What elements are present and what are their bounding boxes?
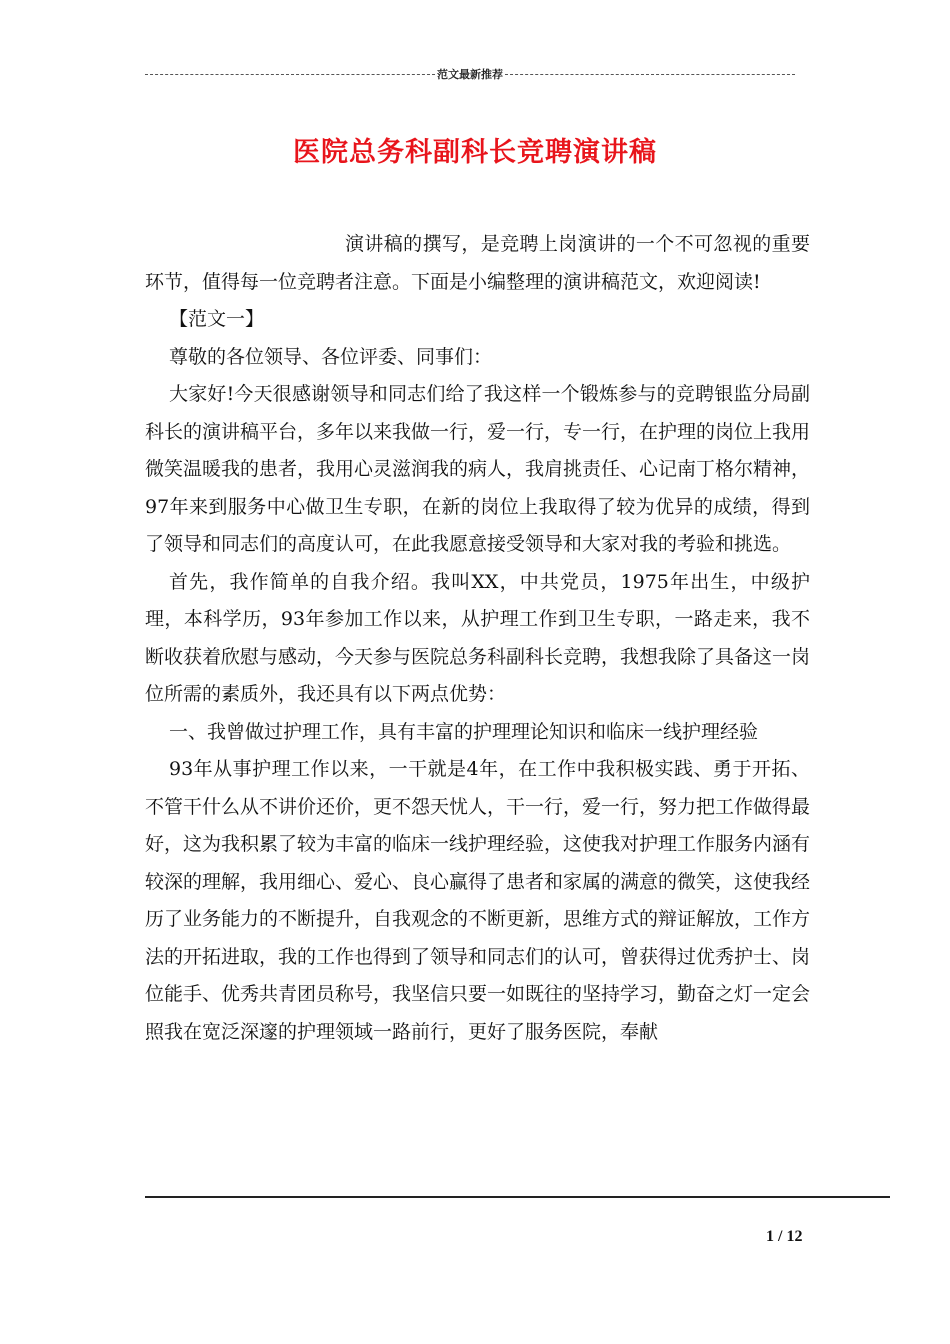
intro-paragraph: 演讲稿的撰写，是竞聘上岗演讲的一个不可忽视的重要环节，值得每一位竞聘者注意。下面是小编整理的演讲稿范文，欢迎阅读! xyxy=(145,233,810,293)
header-label: 范文最新推荐 xyxy=(437,68,503,81)
body-paragraph: 93年从事护理工作以来，一干就是4年，在工作中我积极实践、勇于开拓、不管干什么从不讲价还价，更不怨天忧人，干一行，爱一行，努力把工作做得最好，这为我积累了较为丰富的临床一线护理经验，这使我对护理工作服务内涵有较深的理解，我用细心、爱心、良心赢得了患者和家属的满意的微笑，这使我经历了业务能力的不断提升，自我观念的不断更新，思维方式的辩证解放，工作方法的开拓进取，我的工作也得到了领导和同志们的认可，曾获得过优秀护士、岗位能手、优秀共青团员称号，我坚信只要一如既往的坚持学习，勤奋之灯一定会照我在宽泛深邃的护理领域一路前行，更好了服务医院，奉献 xyxy=(145,758,811,1043)
subheading-advantage-1: 一、我曾做过护理工作，具有丰富的护理理论知识和临床一线护理经验 xyxy=(169,720,759,743)
footer-divider xyxy=(145,1196,890,1198)
page-header xyxy=(145,66,795,82)
salutation: 尊敬的各位领导、各位评委、同事们： xyxy=(169,345,493,368)
body-paragraph: 首先，我作简单的自我介绍。我叫XX，中共党员，1975年出生，中级护理，本科学历，93年参加工作以来，从护理工作到卫生专职，一路走来，我不断收获着欣慰与感动，今天参与医院总务科副科长竞聘，我想我除了具备这一岗位所需的素质外，我还具有以下两点优势： xyxy=(145,570,811,705)
body-paragraph: 大家好!今天很感谢领导和同志们给了我这样一个锻炼参与的竞聘银监分局副科长的演讲稿平台，多年以来我做一行，爱一行，专一行，在护理的岗位上我用微笑温暖我的患者，我用心灵滋润我的病人，我肩挑责任、心记南丁格尔精神，97年来到服务中心做卫生专职，在新的岗位上我取得了较为优异的成绩，得到了领导和同志们的高度认可，在此我愿意接受领导和大家对我的考验和挑选。 xyxy=(145,383,811,555)
document-body xyxy=(145,226,810,1051)
page-number: 1 / 12 xyxy=(766,1228,803,1245)
header-dash-left xyxy=(145,74,435,75)
section-heading-fanwen-1: 【范文一】 xyxy=(169,308,265,330)
header-dash-right xyxy=(505,74,795,75)
document-title: 医院总务科副科长竞聘演讲稿 xyxy=(293,137,657,168)
